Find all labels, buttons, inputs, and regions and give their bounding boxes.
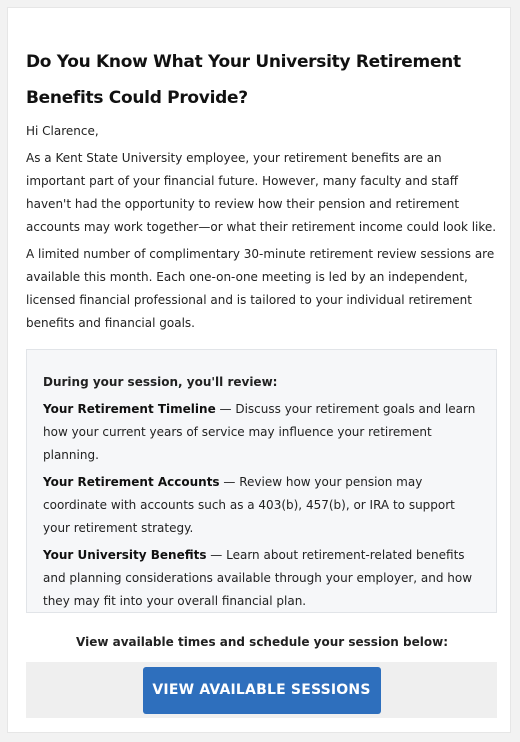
cta-text: View available times and schedule your session below: [76, 635, 448, 649]
greeting: Hi Clarence, [26, 124, 99, 138]
review-item-text: — Discuss your retirement goals and learn how your current years of service may influence your retirement planning. [43, 402, 476, 462]
review-item-timeline [43, 398, 480, 467]
intro-paragraph: As a Kent State University employee, your retirement benefits are an important part of your financial future. However, many faculty and staff haven't had the opportunity to review how their pension and retirement accounts may work together—or what their retirement income could look like. [26, 151, 497, 234]
review-box [26, 349, 497, 613]
cta-band [26, 662, 497, 718]
email-title: Do You Know What Your University Retirement Benefits Could Provide? [26, 52, 461, 108]
review-item-text: — Learn about retirement-related benefits and planning considerations available through your employer, and how they may fit into your overall financial plan. [43, 548, 473, 608]
review-item-label: Your University Benefits [43, 548, 207, 562]
view-sessions-button[interactable]: VIEW AVAILABLE SESSIONS [143, 667, 381, 714]
review-item-benefits [43, 544, 480, 613]
review-item-label: Your Retirement Timeline [43, 402, 216, 416]
review-item-accounts [43, 471, 480, 540]
email-content [26, 44, 498, 718]
sessions-paragraph: A limited number of complimentary 30-minute retirement review sessions are available this month. Each one-on-one meeting is led by an independent, licensed financial professional and is tailored to your individual retirement benefits and financial goals. [26, 247, 495, 330]
review-box-heading: During your session, you'll review: [43, 375, 278, 389]
review-item-label: Your Retirement Accounts [43, 475, 220, 489]
email-card [7, 7, 511, 733]
review-item-text: — Review how your pension may coordinate with accounts such as a 403(b), 457(b), or IRA to support your retirement strategy. [43, 475, 455, 535]
